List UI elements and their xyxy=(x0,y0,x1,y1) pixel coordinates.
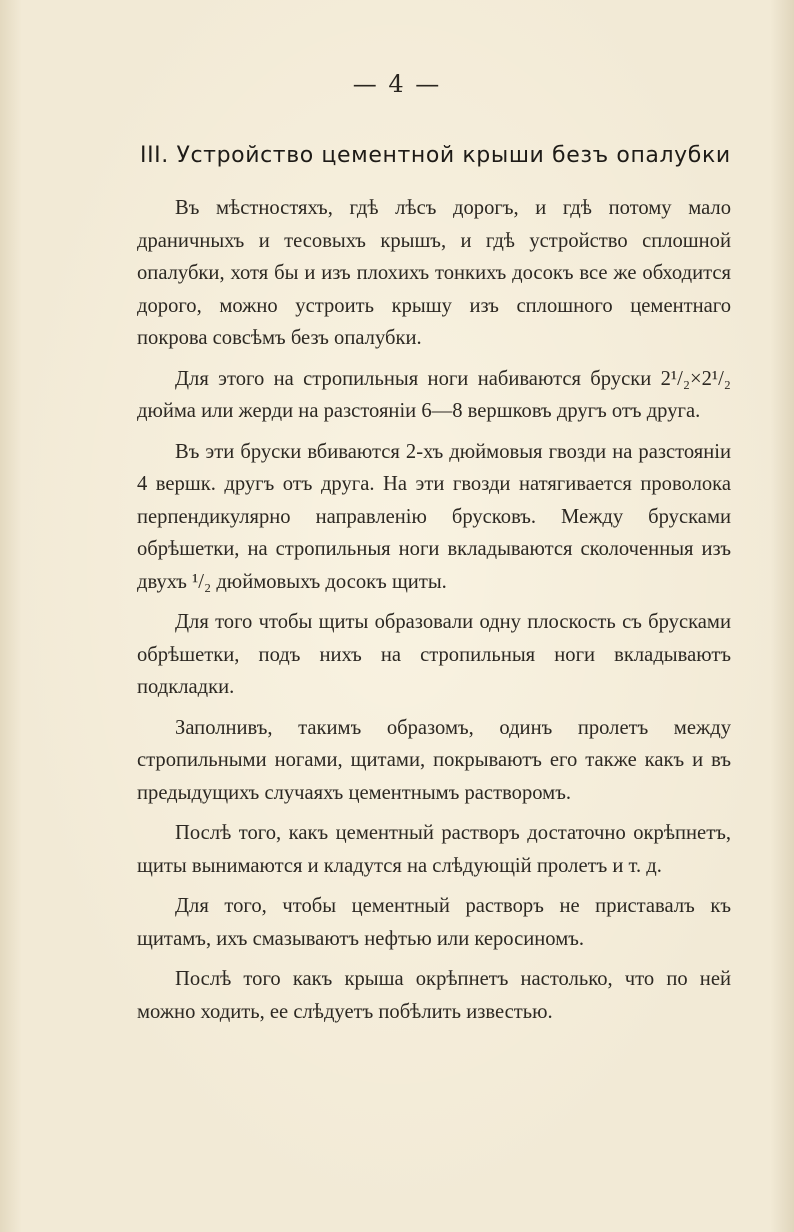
paragraph: Для того чтобы щиты образовали одну плоскость съ брусками обрѣшетки, подъ нихъ на стропильныя ноги вкладываютъ подкладки. xyxy=(137,611,731,698)
body-text xyxy=(137,192,731,1036)
paragraph: Въ эти бруски вбиваются 2-хъ дюймовыя гвозди на разстояніи 4 вершк. другъ отъ друга. На эти гвозди натягивается проволока перпендикулярно направленію брусковъ. Между брусками обрѣшетки, на стропильныя ноги вкладываются сколоченныя изъ двухъ ¹/₂ дюймовыхъ досокъ щиты. xyxy=(137,440,731,593)
paragraph: Заполнивъ, такимъ образомъ, одинъ пролетъ между стропильными ногами, щитами, покрываютъ его также какъ и въ предыдущихъ случаяхъ цементнымъ растворомъ. xyxy=(137,716,731,804)
paragraph: Послѣ того какъ крыша окрѣпнетъ настолько, что по ней можно ходить, ее слѣдуетъ побѣлить известью. xyxy=(137,968,731,1023)
section-heading: III. Устройство цементной крыши безъ опалубки xyxy=(140,143,731,168)
paragraph: Для этого на стропильныя ноги набиваются бруски 2¹/₂×2¹/₂ дюйма или жерди на разстояніи 6—8 вершковъ другъ отъ друга. xyxy=(137,367,731,422)
page-number: — 4 — xyxy=(352,70,442,98)
paragraph: Послѣ того, какъ цементный растворъ достаточно окрѣпнетъ, щиты вынимаются и кладутся на слѣдующій пролетъ и т. д. xyxy=(137,822,731,877)
paragraph: Для того, чтобы цементный растворъ не приставалъ къ щитамъ, ихъ смазываютъ нефтью или керосиномъ. xyxy=(137,895,731,950)
paragraph: Въ мѣстностяхъ, гдѣ лѣсъ дорогъ, и гдѣ потому мало драничныхъ и тесовыхъ крышъ, и гдѣ устройство сплошной опалубки, хотя бы и изъ плохихъ тонкихъ досокъ все же обходится дорого, можно устроить крышу изъ сплошного цементнаго покрова совсѣмъ безъ опалубки. xyxy=(137,197,731,349)
